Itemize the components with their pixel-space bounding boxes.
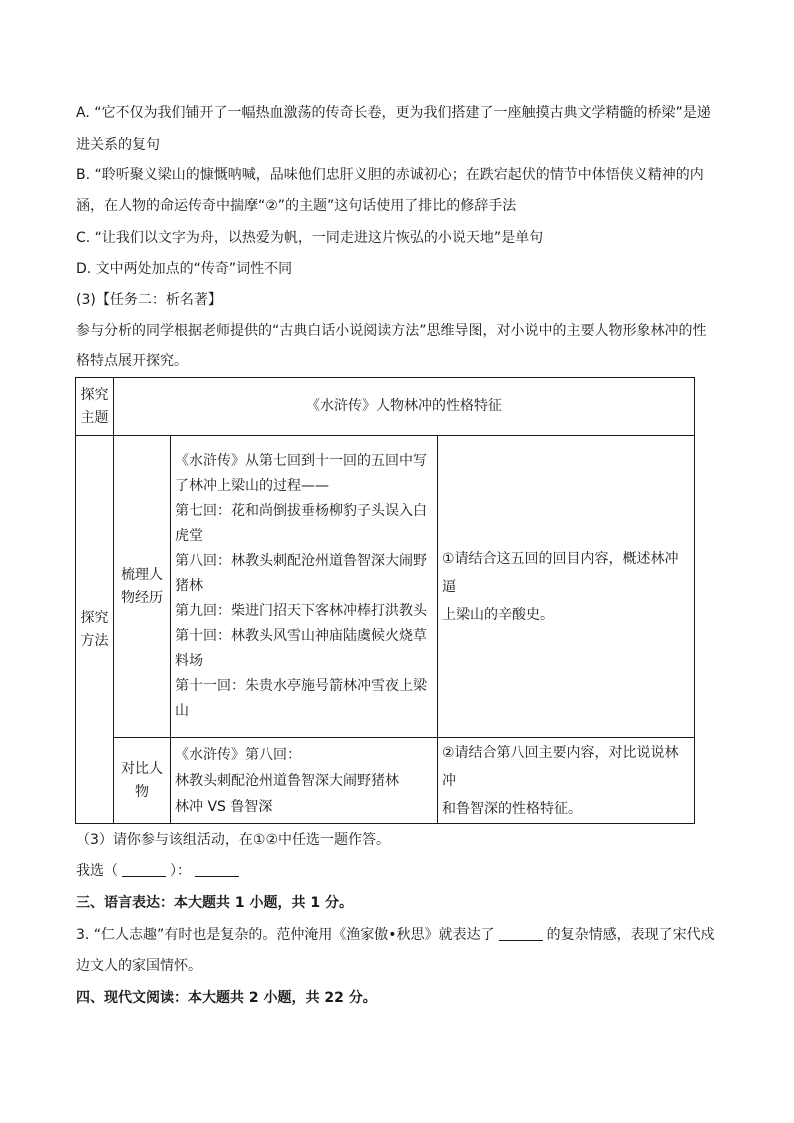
option-b-line-2: 涵，在人物的命运传奇中揣摩“②”的主题”这句话使用了排比的修辞手法 <box>76 198 517 214</box>
row1-task-line: 上梁山的辛酸史。 <box>442 606 554 623</box>
q3-language-line-1 <box>76 924 726 946</box>
topic-label-line: 主题 <box>80 409 109 426</box>
row1-content-cell <box>171 436 438 738</box>
row1-label-cell <box>114 436 171 738</box>
row1-content-line: 第七回：花和尚倒拔垂杨柳豹子头误入白 <box>175 503 427 519</box>
option-b-line-1: B. “聆听聚义梁山的慷慨呐喊，品味他们忠肝义胆的赤诚初心；在跌宕起伏的情节中体悟侠义精神的内 <box>76 167 704 183</box>
q3-language-before: 3. “仁人志趣”有时也是复杂的。范仲淹用《渔家傲•秋思》就表达了 <box>76 927 495 943</box>
q3-language-line-2: 边文人的家国情怀。 <box>76 958 202 974</box>
option-a-line-1: A. “它不仅为我们铺开了一幅热血激荡的传奇长卷，更为我们搭建了一座触摸古典文学精髓的桥梁”是递 <box>76 105 711 121</box>
task2-intro-line-2: 格特点展开探究。 <box>76 353 188 369</box>
row2-task-line: ②请结合第八回主要内容，对比说说林冲 <box>442 744 679 789</box>
row2-content-line: 《水浒传》第八回： <box>175 746 301 763</box>
option-d: D. 文中两处加点的“传奇”词性不同 <box>76 261 293 277</box>
row1-label-line: 物经历 <box>121 589 163 606</box>
row2-task-cell <box>438 738 695 824</box>
section-4-title: 四、现代文阅读：本大题共 2 小题，共 22 分。 <box>76 990 377 1006</box>
row2-content-line: 林冲 VS 鲁智深 <box>175 798 273 815</box>
row2-content-line: 林教头刺配沧州道鲁智深大闹野猪林 <box>175 772 399 789</box>
topic-label-cell <box>76 378 114 436</box>
method-label-cell <box>76 436 114 824</box>
row1-content-line: 虎堂 <box>175 528 203 544</box>
row1-content-line: 《水浒传》从第七回到十一回的五回中写 <box>175 453 427 469</box>
section-3-title: 三、语言表达：本大题共 1 小题，共 1 分。 <box>76 895 353 911</box>
row2-content-cell <box>171 738 438 824</box>
method-label-line: 方法 <box>80 632 109 649</box>
topic-value: 《水浒传》人物林冲的性格特征 <box>114 378 695 436</box>
method-label-line: 探究 <box>80 609 109 626</box>
q3-choice-line <box>76 860 726 882</box>
option-a-line-2: 进关系的复句 <box>76 137 160 153</box>
q3-language-after: 的复杂情感，表现了宋代戍 <box>546 927 715 943</box>
topic-label-line: 探究 <box>80 386 109 403</box>
choice-number-blank[interactable] <box>122 862 166 877</box>
row1-content-line: 猪林 <box>175 578 203 594</box>
row2-label-line: 物 <box>135 783 149 800</box>
row1-content-line: 第十一回：朱贵水亭施号箭林冲雪夜上梁 <box>175 678 427 694</box>
row1-content-line: 山 <box>175 703 189 719</box>
task2-heading: (3)【任务二：析名著】 <box>76 292 222 308</box>
q3-choice-middle: ）： <box>170 863 191 879</box>
row1-label-line: 梳理人 <box>121 566 163 583</box>
choice-answer-blank[interactable] <box>195 862 239 877</box>
row1-content-line: 第九回：柴进门招天下客林冲棒打洪教头 <box>175 603 427 619</box>
row1-content-line: 第十回：林教头风雪山神庙陆虞候火烧草 <box>175 628 427 644</box>
inquiry-table <box>75 377 695 824</box>
row1-task-line: ①请结合这五回的回目内容，概述林冲逼 <box>442 550 679 595</box>
method-row-1 <box>76 436 695 738</box>
row1-task-cell <box>438 436 695 738</box>
row2-task-line: 和鲁智深的性格特征。 <box>442 800 582 817</box>
row2-label-cell <box>114 738 171 824</box>
q3-choice-prefix: 我选（ <box>76 863 118 879</box>
row1-content-line: 第八回：林教头刺配沧州道鲁智深大闹野 <box>175 553 427 569</box>
method-row-2 <box>76 738 695 824</box>
row1-content-line: 了林冲上梁山的过程—— <box>175 478 329 494</box>
q3-instruction: （3）请你参与该组活动，在①②中任选一题作答。 <box>76 832 391 848</box>
option-c: C. “让我们以文字为舟，以热爱为帆，一同走进这片恢弘的小说天地”是单句 <box>76 230 544 246</box>
task2-intro-line-1: 参与分析的同学根据老师提供的“古典白话小说阅读方法”思维导图，对小说中的主要人物形象林冲的性 <box>76 323 707 339</box>
topic-row <box>76 378 695 436</box>
row2-label-line: 对比人 <box>121 760 163 777</box>
row1-content-line: 料场 <box>175 653 203 669</box>
emotion-answer-blank[interactable] <box>499 926 543 941</box>
